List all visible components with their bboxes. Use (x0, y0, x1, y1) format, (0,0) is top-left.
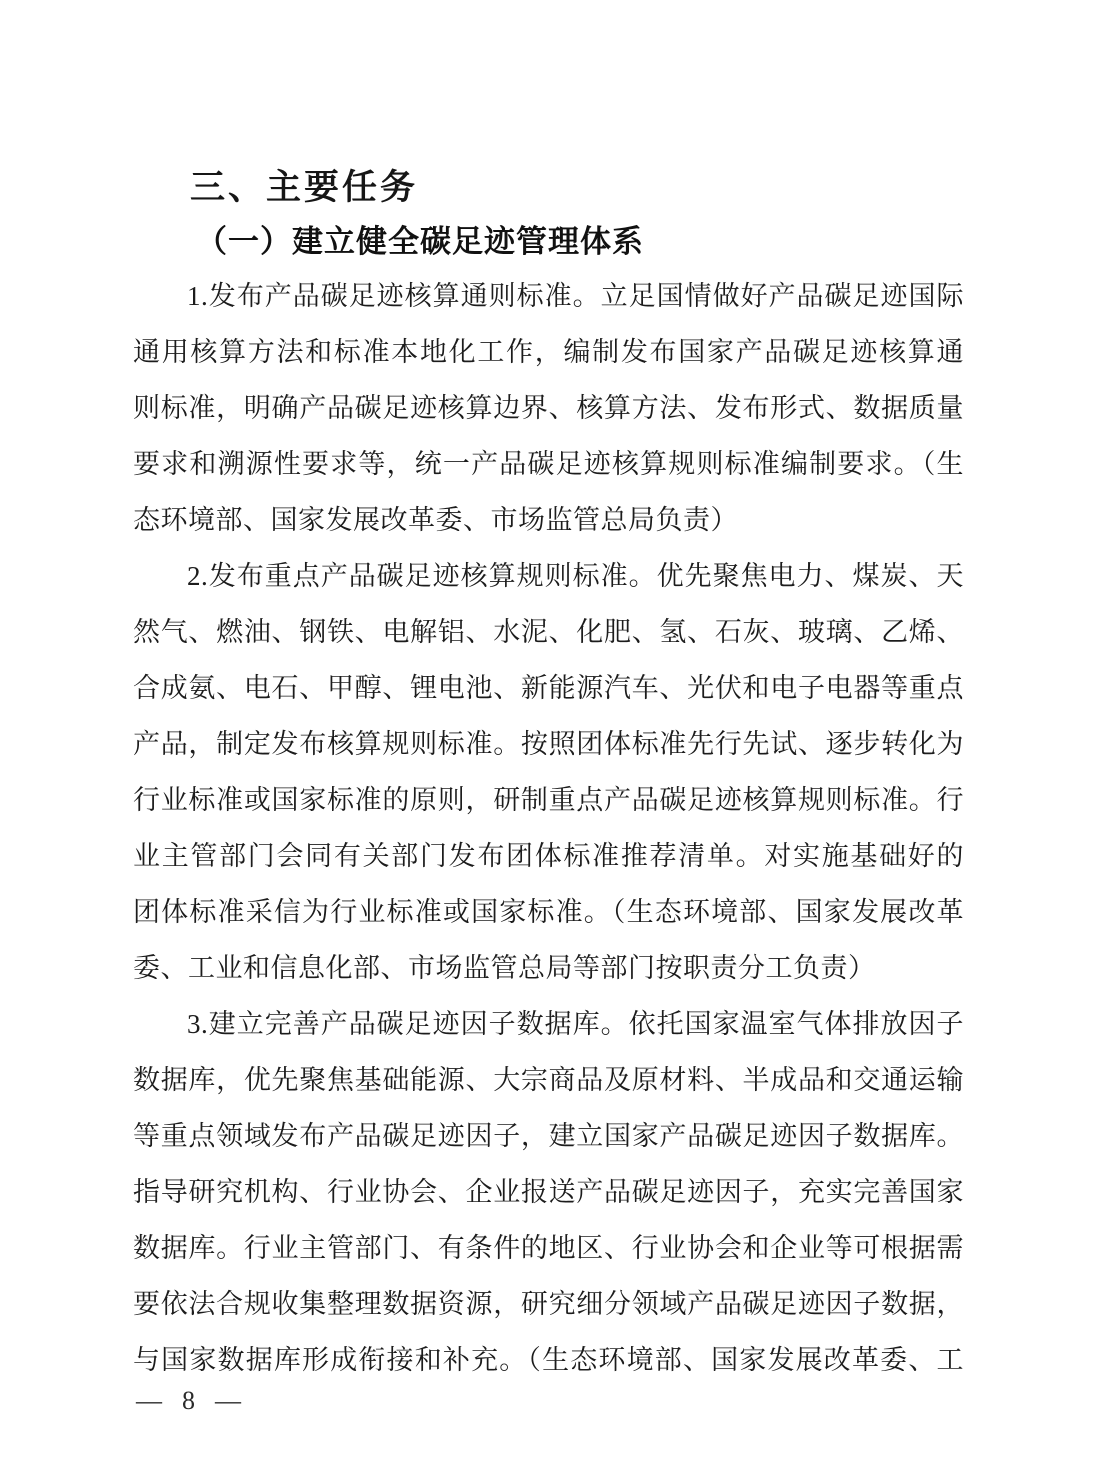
text-line: 团体标准采信为行业标准或国家标准。（生态环境部、国家发展改革 (133, 897, 964, 927)
page-number: 8 (182, 1386, 195, 1415)
footer-left-dash: — (136, 1386, 162, 1415)
section-heading: （一）建立健全碳足迹管理体系 (196, 224, 644, 259)
text-line: 指导研究机构、行业协会、企业报送产品碳足迹因子，充实完善国家 (133, 1177, 964, 1207)
text-line: 与国家数据库形成衔接和补充。（生态环境部、国家发展改革委、工 (133, 1345, 964, 1375)
paragraph-1 (133, 268, 964, 548)
main-heading: 三、主要任务 (190, 168, 419, 207)
text-line: 业主管部门会同有关部门发布团体标准推荐清单。对实施基础好的 (133, 841, 964, 871)
text-line: 要依法合规收集整理数据资源，研究细分领域产品碳足迹因子数据， (133, 1289, 964, 1319)
text-line: 数据库。行业主管部门、有条件的地区、行业协会和企业等可根据需 (133, 1233, 964, 1263)
document-body (133, 268, 964, 1388)
page-footer (136, 1386, 241, 1416)
text-line: 产品，制定发布核算规则标准。按照团体标准先行先试、逐步转化为 (133, 729, 964, 759)
text-line: 行业标准或国家标准的原则，研制重点产品碳足迹核算规则标准。行 (133, 785, 964, 815)
text-line: 数据库，优先聚焦基础能源、大宗商品及原材料、半成品和交通运输 (133, 1065, 964, 1095)
paragraph-2 (133, 548, 964, 996)
text-line: 则标准，明确产品碳足迹核算边界、核算方法、发布形式、数据质量 (133, 393, 964, 423)
footer-right-dash: — (215, 1386, 241, 1415)
paragraph-3 (133, 996, 964, 1388)
text-line: 然气、燃油、钢铁、电解铝、水泥、化肥、氢、石灰、玻璃、乙烯、 (133, 617, 964, 647)
text-line: 合成氨、电石、甲醇、锂电池、新能源汽车、光伏和电子电器等重点 (133, 673, 964, 703)
text-line: 等重点领域发布产品碳足迹因子，建立国家产品碳足迹因子数据库。 (133, 1121, 964, 1151)
text-line: 要求和溯源性要求等，统一产品碳足迹核算规则标准编制要求。（生 (133, 449, 964, 479)
text-line: 2.发布重点产品碳足迹核算规则标准。优先聚焦电力、煤炭、天 (187, 561, 964, 591)
text-line: 通用核算方法和标准本地化工作，编制发布国家产品碳足迹核算通 (133, 337, 964, 367)
text-line: 委、工业和信息化部、市场监管总局等部门按职责分工负责） (133, 953, 876, 983)
text-line: 1.发布产品碳足迹核算通则标准。立足国情做好产品碳足迹国际 (187, 281, 964, 311)
text-line: 态环境部、国家发展改革委、市场监管总局负责） (133, 505, 738, 535)
text-line: 3.建立完善产品碳足迹因子数据库。依托国家温室气体排放因子 (187, 1009, 964, 1039)
